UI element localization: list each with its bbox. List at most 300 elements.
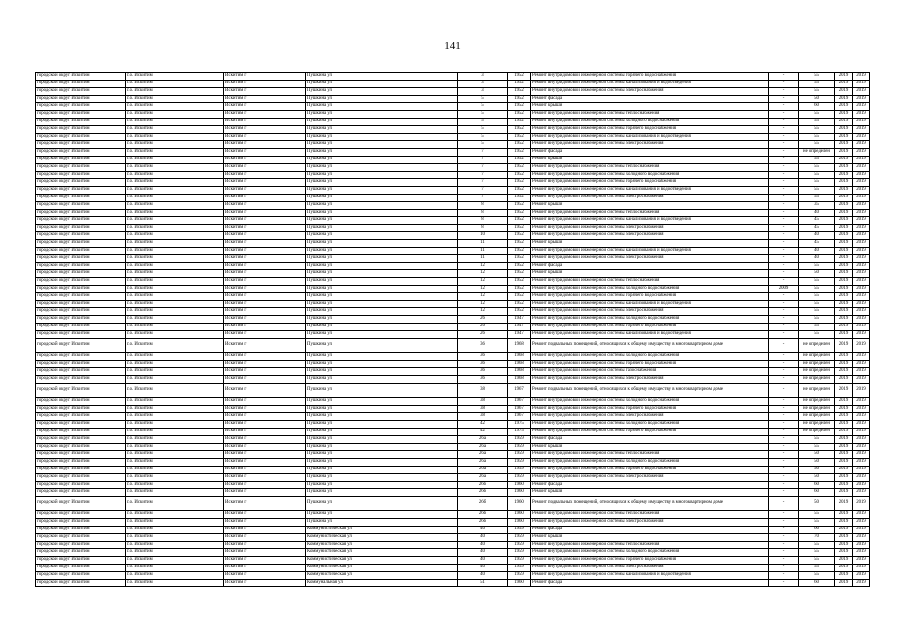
build-year-cell: 1959 [508, 436, 531, 444]
city-cell: Искитим г [224, 179, 306, 187]
street-cell: Пушкина ул [306, 164, 458, 172]
extra-year-cell: - [769, 118, 799, 126]
house-number-cell: 11 [458, 247, 508, 255]
table-row [36, 194, 870, 202]
work-type-cell: Ремонт внутридомовой инженерной системы горячего водоснабжения [531, 179, 769, 187]
build-year-cell: 1967 [508, 405, 531, 413]
extra-year-cell: - [769, 405, 799, 413]
plan-year-start-cell: 2019 [835, 118, 853, 126]
plan-year-end-cell: 2019 [853, 164, 870, 172]
work-type-cell: Ремонт внутридомовой инженерной системы электроснабжения [531, 194, 769, 202]
municipality-cell: г.о. Искитим [126, 458, 224, 466]
street-cell: Пушкина ул [306, 103, 458, 111]
table-row [36, 164, 870, 172]
municipality-cell: г.о. Искитим [126, 572, 224, 580]
plan-year-start-cell: 2019 [835, 353, 853, 361]
municipality-cell: г.о. Искитим [126, 88, 224, 96]
build-year-cell: 1952 [508, 179, 531, 187]
wear-percent-cell: 45 [799, 240, 835, 248]
street-cell: Пушкина ул [306, 405, 458, 413]
municipality-cell: г.о. Искитим [126, 316, 224, 324]
district-cell: городской округ Искитим [36, 141, 126, 149]
district-cell: городской округ Искитим [36, 88, 126, 96]
plan-year-start-cell: 2019 [835, 383, 853, 398]
city-cell: Искитим г [224, 564, 306, 572]
build-year-cell: 1947 [508, 316, 531, 324]
street-cell: Пушкина ул [306, 118, 458, 126]
street-cell: Коммунальная ул [306, 579, 458, 587]
plan-year-end-cell: 2019 [853, 496, 870, 511]
house-number-cell: 40 [458, 564, 508, 572]
build-year-cell: 1952 [508, 156, 531, 164]
work-type-cell: Ремонт крыши [531, 270, 769, 278]
house-number-cell: 40 [458, 526, 508, 534]
work-type-cell: Ремонт внутридомовой инженерной системы холодного водоснабжения [531, 398, 769, 406]
plan-year-end-cell: 2019 [853, 88, 870, 96]
build-year-cell: 1952 [508, 224, 531, 232]
extra-year-cell: - [769, 360, 799, 368]
municipality-cell: г.о. Искитим [126, 118, 224, 126]
district-cell: городской округ Искитим [36, 186, 126, 194]
street-cell: Пушкина ул [306, 360, 458, 368]
wear-percent-cell: 60 [799, 489, 835, 497]
plan-year-end-cell: 2019 [853, 156, 870, 164]
extra-year-cell: - [769, 194, 799, 202]
wear-percent-cell: 70 [799, 534, 835, 542]
extra-year-cell: - [769, 126, 799, 134]
municipality-cell: г.о. Искитим [126, 232, 224, 240]
city-cell: Искитим г [224, 549, 306, 557]
city-cell: Искитим г [224, 80, 306, 88]
house-number-cell: 38 [458, 398, 508, 406]
house-number-cell: 5 [458, 110, 508, 118]
street-cell: Пушкина ул [306, 481, 458, 489]
street-cell: Пушкина ул [306, 398, 458, 406]
street-cell: Пушкина ул [306, 474, 458, 482]
plan-year-end-cell: 2019 [853, 443, 870, 451]
wear-percent-cell: 55 [799, 88, 835, 96]
plan-year-end-cell: 2019 [853, 368, 870, 376]
plan-year-start-cell: 2019 [835, 420, 853, 428]
street-cell: Пушкина ул [306, 466, 458, 474]
plan-year-end-cell: 2019 [853, 436, 870, 444]
municipality-cell: г.о. Искитим [126, 376, 224, 384]
wear-percent-cell: 55 [799, 518, 835, 526]
plan-year-end-cell: 2019 [853, 405, 870, 413]
wear-percent-cell: 55 [799, 549, 835, 557]
street-cell: Пушкина ул [306, 73, 458, 81]
district-cell: городской округ Искитим [36, 110, 126, 118]
house-number-cell: 26а [458, 443, 508, 451]
municipality-cell: г.о. Искитим [126, 133, 224, 141]
street-cell: Пушкина ул [306, 232, 458, 240]
plan-year-end-cell: 2019 [853, 564, 870, 572]
municipality-cell: г.о. Искитим [126, 270, 224, 278]
work-type-cell: Ремонт внутридомовой инженерной системы горячего водоснабжения [531, 360, 769, 368]
extra-year-cell: - [769, 217, 799, 225]
work-type-cell: Ремонт внутридомовой инженерной системы канализования и водоотведения [531, 133, 769, 141]
build-year-cell: 1959 [508, 526, 531, 534]
district-cell: городской округ Искитим [36, 534, 126, 542]
house-number-cell: 26а [458, 451, 508, 459]
municipality-cell: г.о. Искитим [126, 331, 224, 339]
plan-year-start-cell: 2019 [835, 217, 853, 225]
city-cell: Искитим г [224, 331, 306, 339]
build-year-cell: 1959 [508, 556, 531, 564]
build-year-cell: 1959 [508, 564, 531, 572]
city-cell: Искитим г [224, 360, 306, 368]
build-year-cell: 1968 [508, 338, 531, 353]
street-cell: Пушкина ул [306, 209, 458, 217]
extra-year-cell: - [769, 141, 799, 149]
table-row [36, 240, 870, 248]
plan-year-end-cell: 2019 [853, 118, 870, 126]
city-cell: Искитим г [224, 368, 306, 376]
plan-year-start-cell: 2019 [835, 428, 853, 436]
district-cell: городской округ Искитим [36, 338, 126, 353]
plan-year-start-cell: 2019 [835, 534, 853, 542]
street-cell: Пушкина ул [306, 278, 458, 286]
plan-year-start-cell: 2019 [835, 556, 853, 564]
work-type-cell: Ремонт фасада [531, 526, 769, 534]
district-cell: городской округ Искитим [36, 458, 126, 466]
table-row [36, 232, 870, 240]
city-cell: Искитим г [224, 73, 306, 81]
house-number-cell: 26 [458, 316, 508, 324]
table-row [36, 126, 870, 134]
wear-percent-cell: 55 [799, 133, 835, 141]
house-number-cell: 8 [458, 217, 508, 225]
table-row [36, 338, 870, 353]
city-cell: Искитим г [224, 466, 306, 474]
plan-year-end-cell: 2019 [853, 247, 870, 255]
street-cell: Пушкина ул [306, 338, 458, 353]
plan-year-end-cell: 2019 [853, 103, 870, 111]
wear-percent-cell: 55 [799, 316, 835, 324]
work-type-cell: Ремонт фасада [531, 148, 769, 156]
table-row [36, 171, 870, 179]
street-cell: Пушкина ул [306, 383, 458, 398]
street-cell: Пушкина ул [306, 420, 458, 428]
district-cell: городской округ Искитим [36, 579, 126, 587]
table-row [36, 316, 870, 324]
district-cell: городской округ Искитим [36, 247, 126, 255]
street-cell: Пушкина ул [306, 489, 458, 497]
plan-year-start-cell: 2019 [835, 194, 853, 202]
street-cell: Пушкина ул [306, 518, 458, 526]
extra-year-cell: - [769, 481, 799, 489]
street-cell: Пушкина ул [306, 110, 458, 118]
house-number-cell: 26б [458, 481, 508, 489]
extra-year-cell: - [769, 420, 799, 428]
city-cell: Искитим г [224, 481, 306, 489]
municipality-cell: г.о. Искитим [126, 534, 224, 542]
build-year-cell: 1947 [508, 323, 531, 331]
city-cell: Искитим г [224, 556, 306, 564]
table-row [36, 368, 870, 376]
city-cell: Искитим г [224, 405, 306, 413]
city-cell: Искитим г [224, 278, 306, 286]
district-cell: городской округ Искитим [36, 466, 126, 474]
wear-percent-cell: 45 [799, 224, 835, 232]
table-row [36, 262, 870, 270]
work-type-cell: Ремонт внутридомовой инженерной системы горячего водоснабжения [531, 293, 769, 301]
plan-year-end-cell: 2019 [853, 285, 870, 293]
district-cell: городской округ Искитим [36, 103, 126, 111]
plan-year-end-cell: 2019 [853, 148, 870, 156]
street-cell: Пушкина ул [306, 133, 458, 141]
extra-year-cell: - [769, 270, 799, 278]
house-number-cell: 36 [458, 353, 508, 361]
municipality-cell: г.о. Искитим [126, 443, 224, 451]
street-cell: Пушкина ул [306, 247, 458, 255]
house-number-cell: 7 [458, 148, 508, 156]
table-row [36, 572, 870, 580]
house-number-cell: 7 [458, 194, 508, 202]
house-number-cell: 26а [458, 466, 508, 474]
street-cell: Пушкина ул [306, 308, 458, 316]
municipality-cell: г.о. Искитим [126, 323, 224, 331]
district-cell: городской округ Искитим [36, 518, 126, 526]
district-cell: городской округ Искитим [36, 556, 126, 564]
table-row [36, 179, 870, 187]
municipality-cell: г.о. Искитим [126, 80, 224, 88]
work-type-cell: Ремонт крыши [531, 156, 769, 164]
build-year-cell: 1952 [508, 95, 531, 103]
work-type-cell: Ремонт внутридомовой инженерной системы холодного водоснабжения [531, 285, 769, 293]
extra-year-cell: - [769, 209, 799, 217]
municipality-cell: г.о. Искитим [126, 171, 224, 179]
municipality-cell: г.о. Искитим [126, 436, 224, 444]
municipality-cell: г.о. Искитим [126, 202, 224, 210]
municipality-cell: г.о. Искитим [126, 383, 224, 398]
build-year-cell: 1959 [508, 572, 531, 580]
wear-percent-cell: 50 [799, 451, 835, 459]
house-number-cell: 5 [458, 118, 508, 126]
house-number-cell: 26б [458, 489, 508, 497]
city-cell: Искитим г [224, 209, 306, 217]
wear-percent-cell: 55 [799, 285, 835, 293]
wear-percent-cell: 55 [799, 436, 835, 444]
house-number-cell: 26б [458, 511, 508, 519]
table-row [36, 360, 870, 368]
district-cell: городской округ Искитим [36, 156, 126, 164]
plan-year-start-cell: 2019 [835, 518, 853, 526]
wear-percent-cell: не определен [799, 353, 835, 361]
street-cell: Пушкина ул [306, 300, 458, 308]
wear-percent-cell: 50 [799, 496, 835, 511]
extra-year-cell: - [769, 526, 799, 534]
municipality-cell: г.о. Искитим [126, 300, 224, 308]
build-year-cell: 1952 [508, 285, 531, 293]
plan-year-end-cell: 2019 [853, 549, 870, 557]
district-cell: городской округ Искитим [36, 80, 126, 88]
plan-year-end-cell: 2019 [853, 126, 870, 134]
municipality-cell: г.о. Искитим [126, 141, 224, 149]
extra-year-cell: - [769, 247, 799, 255]
build-year-cell: 1959 [508, 549, 531, 557]
extra-year-cell: - [769, 466, 799, 474]
street-cell: Пушкина ул [306, 293, 458, 301]
district-cell: городской округ Искитим [36, 179, 126, 187]
municipality-cell: г.о. Искитим [126, 579, 224, 587]
work-type-cell: Ремонт крыши [531, 103, 769, 111]
work-type-cell: Ремонт внутридомовой инженерной системы канализования и водоотведения [531, 217, 769, 225]
table-row [36, 496, 870, 511]
district-cell: городской округ Искитим [36, 240, 126, 248]
build-year-cell: 1952 [508, 247, 531, 255]
wear-percent-cell: 55 [799, 118, 835, 126]
municipality-cell: г.о. Искитим [126, 110, 224, 118]
city-cell: Искитим г [224, 285, 306, 293]
table-row [36, 413, 870, 421]
table-row [36, 466, 870, 474]
extra-year-cell: - [769, 202, 799, 210]
plan-year-start-cell: 2019 [835, 323, 853, 331]
table-row [36, 549, 870, 557]
plan-year-end-cell: 2019 [853, 73, 870, 81]
extra-year-cell: - [769, 579, 799, 587]
district-cell: городской округ Искитим [36, 526, 126, 534]
work-type-cell: Ремонт внутридомовой инженерной системы холодного водоснабжения [531, 353, 769, 361]
table-row [36, 579, 870, 587]
extra-year-cell: - [769, 293, 799, 301]
wear-percent-cell: не определен [799, 420, 835, 428]
house-number-cell: 36 [458, 360, 508, 368]
extra-year-cell: - [769, 262, 799, 270]
extra-year-cell: - [769, 376, 799, 384]
extra-year-cell: - [769, 458, 799, 466]
extra-year-cell: - [769, 164, 799, 172]
city-cell: Искитим г [224, 443, 306, 451]
plan-year-start-cell: 2019 [835, 331, 853, 339]
municipality-cell: г.о. Искитим [126, 496, 224, 511]
work-type-cell: Ремонт подвальных помещений, относящихся к общему имуществу в многоквартирном доме [531, 338, 769, 353]
district-cell: городской округ Искитим [36, 368, 126, 376]
plan-year-start-cell: 2019 [835, 572, 853, 580]
table-row [36, 293, 870, 301]
plan-year-end-cell: 2019 [853, 466, 870, 474]
plan-year-end-cell: 2019 [853, 293, 870, 301]
table-body [36, 73, 870, 587]
plan-year-start-cell: 2019 [835, 398, 853, 406]
district-cell: городской округ Искитим [36, 300, 126, 308]
plan-year-start-cell: 2019 [835, 474, 853, 482]
municipality-cell: г.о. Искитим [126, 73, 224, 81]
city-cell: Искитим г [224, 572, 306, 580]
district-cell: городской округ Искитим [36, 323, 126, 331]
district-cell: городской округ Искитим [36, 118, 126, 126]
house-number-cell: 26а [458, 474, 508, 482]
work-type-cell: Ремонт внутридомовой инженерной системы горячего водоснабжения [531, 323, 769, 331]
work-type-cell: Ремонт внутридомовой инженерной системы теплоснабжения [531, 209, 769, 217]
district-cell: городской округ Искитим [36, 293, 126, 301]
plan-year-end-cell: 2019 [853, 80, 870, 88]
plan-year-end-cell: 2019 [853, 110, 870, 118]
street-cell: Коммунистическая ул [306, 549, 458, 557]
plan-year-end-cell: 2019 [853, 360, 870, 368]
build-year-cell: 1967 [508, 383, 531, 398]
wear-percent-cell: 55 [799, 300, 835, 308]
build-year-cell: 1975 [508, 428, 531, 436]
house-number-cell: 12 [458, 278, 508, 286]
build-year-cell: 1952 [508, 73, 531, 81]
plan-year-start-cell: 2019 [835, 496, 853, 511]
plan-year-end-cell: 2019 [853, 556, 870, 564]
wear-percent-cell: 60 [799, 579, 835, 587]
house-number-cell: 26а [458, 458, 508, 466]
plan-year-start-cell: 2019 [835, 436, 853, 444]
city-cell: Искитим г [224, 88, 306, 96]
work-type-cell: Ремонт внутридомовой инженерной системы теплоснабжения [531, 541, 769, 549]
house-number-cell: 12 [458, 270, 508, 278]
house-number-cell: 7 [458, 164, 508, 172]
city-cell: Искитим г [224, 451, 306, 459]
wear-percent-cell: 55 [799, 308, 835, 316]
municipality-cell: г.о. Искитим [126, 405, 224, 413]
table-row [36, 556, 870, 564]
district-cell: городской округ Искитим [36, 420, 126, 428]
wear-percent-cell: не определен [799, 376, 835, 384]
work-type-cell: Ремонт внутридомовой инженерной системы теплоснабжения [531, 278, 769, 286]
plan-year-end-cell: 2019 [853, 224, 870, 232]
house-number-cell: 38 [458, 383, 508, 398]
wear-percent-cell: 40 [799, 247, 835, 255]
plan-year-start-cell: 2019 [835, 451, 853, 459]
work-type-cell: Ремонт внутридомовой инженерной системы холодного водоснабжения [531, 171, 769, 179]
wear-percent-cell: 55 [799, 564, 835, 572]
district-cell: городской округ Искитим [36, 428, 126, 436]
municipality-cell: г.о. Искитим [126, 308, 224, 316]
house-number-cell: 38 [458, 405, 508, 413]
wear-percent-cell: 60 [799, 103, 835, 111]
street-cell: Пушкина ул [306, 88, 458, 96]
street-cell: Пушкина ул [306, 323, 458, 331]
municipality-cell: г.о. Искитим [126, 398, 224, 406]
extra-year-cell: - [769, 186, 799, 194]
build-year-cell: 1952 [508, 171, 531, 179]
district-cell: городской округ Искитим [36, 202, 126, 210]
plan-year-start-cell: 2019 [835, 171, 853, 179]
city-cell: Искитим г [224, 141, 306, 149]
build-year-cell: 1960 [508, 496, 531, 511]
table-row [36, 481, 870, 489]
table-row [36, 224, 870, 232]
city-cell: Искитим г [224, 398, 306, 406]
municipality-cell: г.о. Искитим [126, 353, 224, 361]
district-cell: городской округ Искитим [36, 164, 126, 172]
wear-percent-cell: 55 [799, 443, 835, 451]
house-number-cell: 12 [458, 262, 508, 270]
house-number-cell: 26б [458, 496, 508, 511]
city-cell: Искитим г [224, 186, 306, 194]
extra-year-cell: - [769, 511, 799, 519]
table-row [36, 534, 870, 542]
work-type-cell: Ремонт крыши [531, 202, 769, 210]
build-year-cell: 1952 [508, 118, 531, 126]
municipality-cell: г.о. Искитим [126, 413, 224, 421]
table-row [36, 270, 870, 278]
plan-year-start-cell: 2019 [835, 293, 853, 301]
house-number-cell: 3 [458, 73, 508, 81]
plan-year-start-cell: 2019 [835, 526, 853, 534]
work-type-cell: Ремонт фасада [531, 579, 769, 587]
build-year-cell: 1952 [508, 141, 531, 149]
wear-percent-cell: 40 [799, 209, 835, 217]
street-cell: Коммунистическая ул [306, 541, 458, 549]
work-type-cell: Ремонт внутридомовой инженерной системы электроснабжения [531, 224, 769, 232]
work-type-cell: Ремонт внутридомовой инженерной системы электроснабжения [531, 141, 769, 149]
